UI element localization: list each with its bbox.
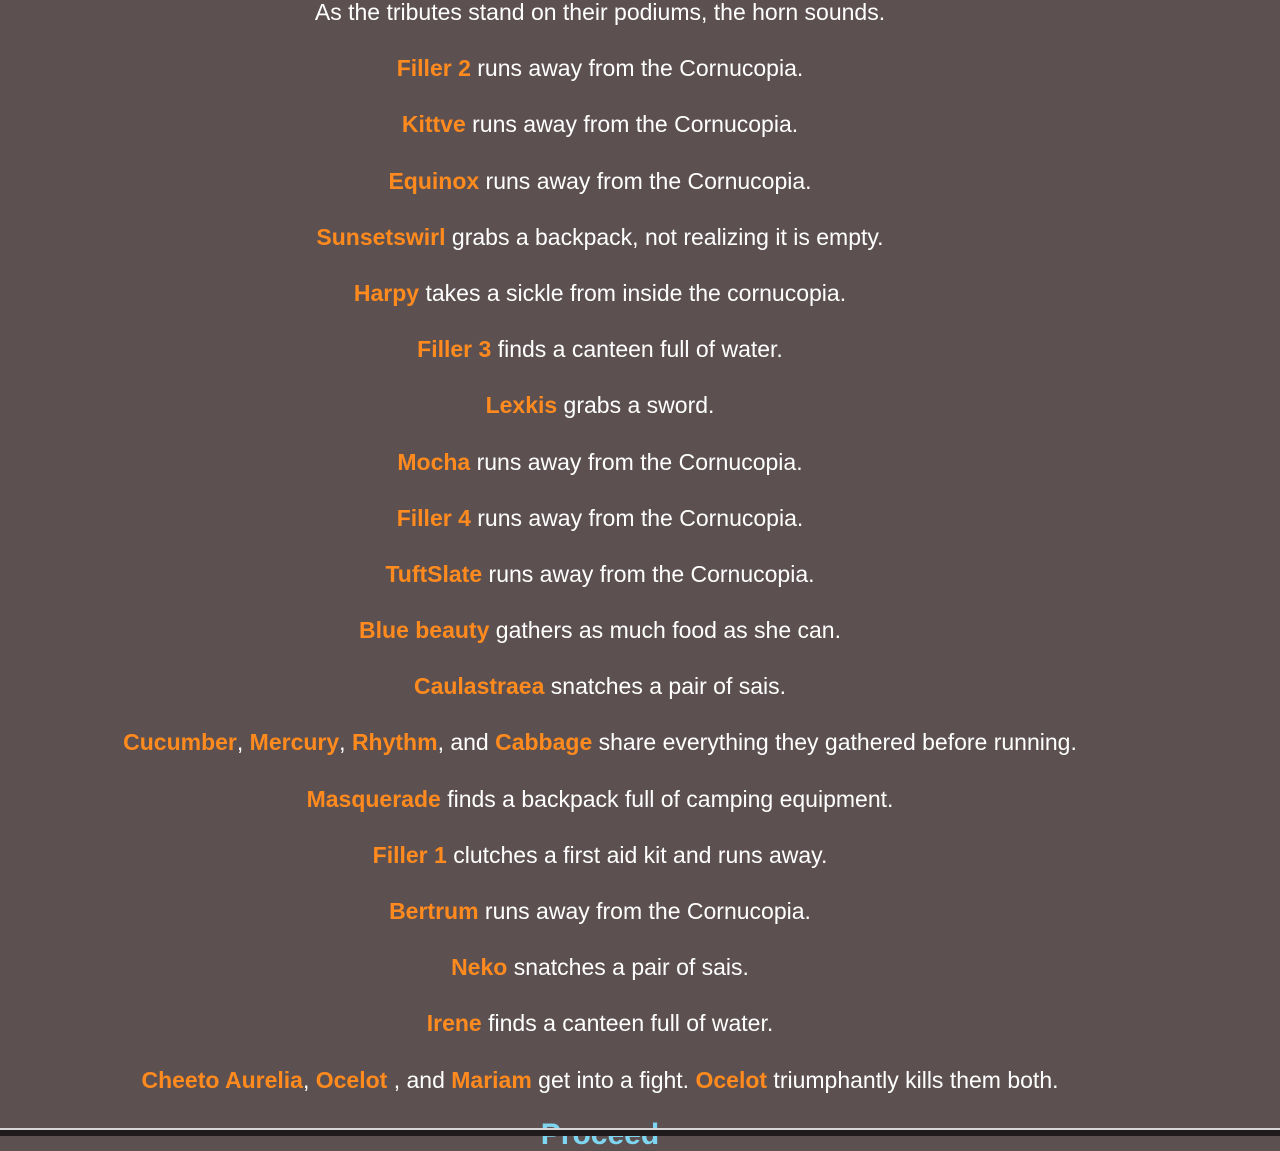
event-line xyxy=(0,673,1200,699)
event-text: grabs a sword. xyxy=(557,392,715,419)
event-line xyxy=(0,224,1200,250)
event-line xyxy=(0,1010,1200,1036)
event-line xyxy=(0,786,1200,812)
event-text: runs away from the Cornucopia. xyxy=(470,448,803,475)
tribute-name: Ocelot xyxy=(315,1066,394,1093)
tribute-name: Sunsetswirl xyxy=(316,223,446,250)
tribute-name: TuftSlate xyxy=(385,560,483,587)
tribute-name: Caulastraea xyxy=(413,673,545,700)
event-text: , and xyxy=(437,729,496,756)
intro-text: As the tributes stand on their podiums, the horn sounds. xyxy=(314,0,886,25)
tribute-name: Neko xyxy=(451,954,508,981)
tribute-name: Lexkis xyxy=(485,392,558,419)
tribute-name: Bertrum xyxy=(389,898,479,924)
event-list xyxy=(0,55,1200,1092)
event-line xyxy=(0,280,1200,306)
event-line xyxy=(0,954,1200,980)
tribute-name: Mercury xyxy=(249,729,340,756)
bottom-bar xyxy=(0,1128,1280,1136)
event-line xyxy=(0,55,1200,81)
event-text: , and xyxy=(393,1066,452,1093)
tribute-name: Ocelot xyxy=(695,1066,768,1093)
event-text: runs away from the Cornucopia. xyxy=(465,111,799,138)
tribute-name: Masquerade xyxy=(306,785,441,812)
event-text: clutches a first aid kit and runs away. xyxy=(446,841,828,868)
event-text: grabs a backpack, not realizing it is empty. xyxy=(445,223,884,250)
tribute-name: Mocha xyxy=(397,448,471,475)
event-text: snatches a pair of sais. xyxy=(544,673,787,700)
event-text: , xyxy=(302,1066,316,1093)
event-text: runs away from the Cornucopia. xyxy=(470,55,804,82)
event-text: runs away from the Cornucopia. xyxy=(482,560,815,587)
event-text: snatches a pair of sais. xyxy=(507,954,749,981)
event-text: gathers as much food as she can. xyxy=(489,617,841,644)
tribute-name: Blue beauty xyxy=(359,617,490,644)
tribute-name: Filler 3 xyxy=(417,336,492,363)
tribute-name: Filler 2 xyxy=(396,55,471,82)
event-text: , xyxy=(236,729,250,756)
tribute-name: Cucumber xyxy=(123,729,237,756)
tribute-name: Cabbage xyxy=(495,729,593,756)
event-text: runs away from the Cornucopia. xyxy=(479,167,812,194)
event-text: takes a sickle from inside the cornucopia. xyxy=(419,279,847,306)
event-line xyxy=(0,617,1200,643)
tribute-name: Filler 4 xyxy=(396,504,471,531)
event-text: runs away from the Cornucopia. xyxy=(470,504,804,531)
tribute-name: Mariam xyxy=(451,1066,532,1093)
event-text: finds a canteen full of water. xyxy=(481,1010,774,1037)
event-text: triumphantly kills them both. xyxy=(767,1066,1059,1093)
event-line xyxy=(0,111,1200,137)
tribute-name: Cheeto Aurelia xyxy=(141,1066,303,1093)
event-line xyxy=(0,561,1200,587)
event-line xyxy=(0,842,1200,868)
tribute-name: Filler 1 xyxy=(372,841,447,868)
event-text: runs away from the Cornucopia. xyxy=(478,898,811,924)
tribute-name: Irene xyxy=(426,1010,482,1037)
event-line xyxy=(0,168,1200,194)
event-text: share everything they gathered before running. xyxy=(592,729,1077,756)
event-line xyxy=(0,729,1200,755)
event-text: get into a fight. xyxy=(531,1066,696,1093)
event-text: finds a canteen full of water. xyxy=(491,336,783,363)
event-line xyxy=(0,898,1200,924)
tribute-name: Equinox xyxy=(388,167,480,194)
tribute-name: Harpy xyxy=(353,279,420,306)
tribute-name: Rhythm xyxy=(351,729,438,756)
event-line xyxy=(0,392,1200,418)
event-line xyxy=(0,505,1200,531)
event-text: finds a backpack full of camping equipment. xyxy=(440,785,894,812)
tribute-name: Kittve xyxy=(401,111,466,138)
event-line xyxy=(0,449,1200,475)
event-text: , xyxy=(339,729,352,756)
event-line xyxy=(0,1067,1200,1093)
event-line xyxy=(0,336,1200,362)
